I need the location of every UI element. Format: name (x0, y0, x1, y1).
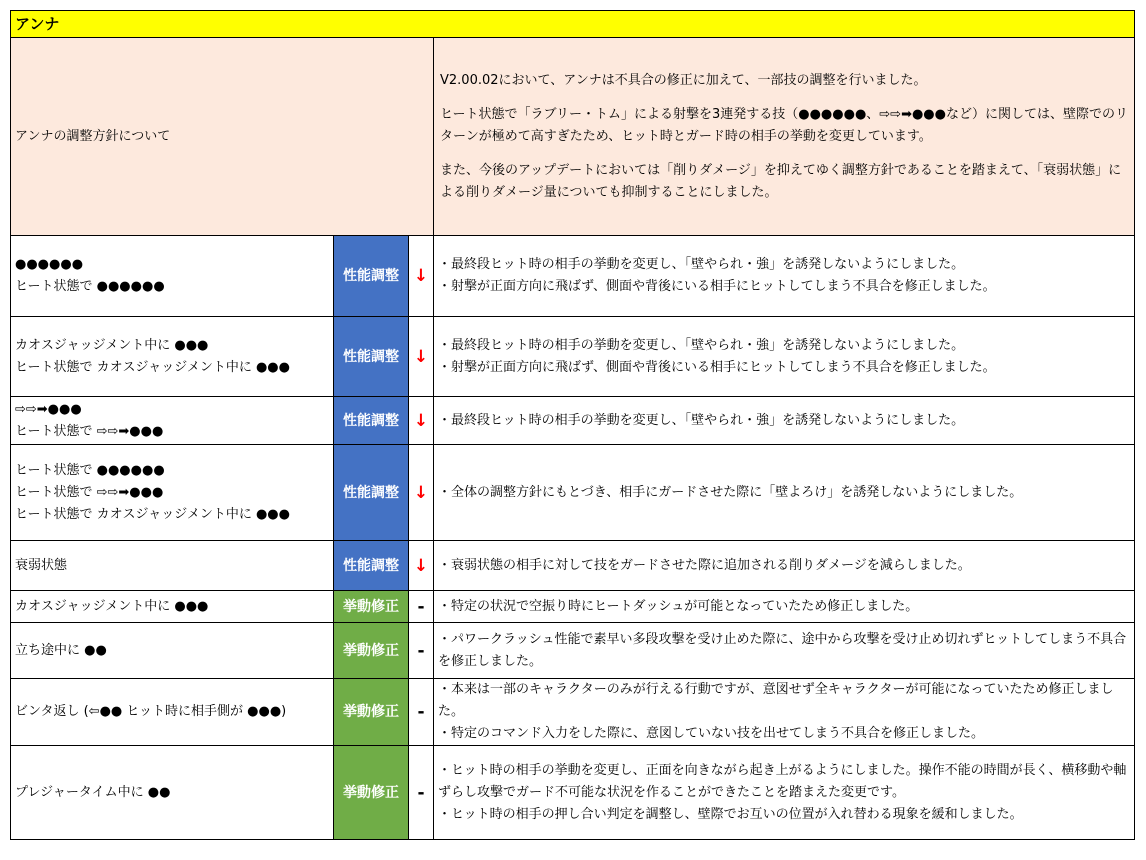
adjustment-row (11, 746, 1135, 840)
change-description (434, 679, 1135, 746)
description-line: ・全体の調整方針にもとづき、相手にガードさせた際に「壁よろけ」を誘発しないようにしました。 (438, 484, 1023, 500)
nerf-arrow-icon: ↓ (409, 541, 434, 591)
move-name: 立ち途中に ●● (15, 642, 107, 658)
move-name: ヒート状態で カオスジャッジメント中に ●●● (15, 506, 290, 522)
description-line: ・最終段ヒット時の相手の挙動を変更し、「壁やられ・強」を誘発しないようにしました。 (438, 257, 965, 272)
move-name: ヒート状態で ●●●●●● (15, 279, 165, 294)
move-name: ●●●●●● (15, 257, 84, 272)
adjustment-row (11, 445, 1135, 541)
change-type-badge: 性能調整 (334, 236, 409, 317)
description-line: ・射撃が正面方向に飛ばず、側面や背後にいる相手にヒットしてしまう不具合を修正しました。 (438, 359, 996, 375)
policy-text (434, 38, 1135, 236)
move-cell (11, 679, 334, 746)
move-name: カオスジャッジメント中に ●●● (15, 598, 209, 614)
change-type-badge: 性能調整 (334, 397, 409, 445)
neutral-dash-icon: - (409, 591, 434, 623)
change-description (434, 623, 1135, 679)
nerf-arrow-icon: ↓ (409, 445, 434, 541)
move-name: プレジャータイム中に ●● (15, 784, 171, 800)
move-name: ⇨⇨➡●●● (15, 401, 82, 417)
move-name: ビンタ返し (⇦●● ヒット時に相手側が ●●●) (15, 704, 287, 719)
change-description (434, 445, 1135, 541)
adjustment-rows (11, 236, 1135, 840)
change-type-badge: 挙動修正 (334, 679, 409, 746)
policy-label: アンナの調整方針について (11, 38, 434, 236)
description-line: ・特定のコマンド入力をした際に、意図していない技を出せてしまう不具合を修正しました。 (438, 726, 985, 741)
change-description (434, 541, 1135, 591)
change-description (434, 397, 1135, 445)
description-line: ・ヒット時の相手の挙動を変更し、正面を向きながら起き上がるようにしました。操作不能の時間が長く、横移動や軸ずらし攻撃でガード不可能な状況を作ることができたことを踏まえた変更です。 (438, 762, 1127, 800)
nerf-arrow-icon: ↓ (409, 236, 434, 317)
adjustment-row (11, 397, 1135, 445)
policy-paragraph: また、今後のアップデートにおいては「削りダメージ」を抑えてゆく調整方針であることを踏まえて、「衰弱状態」による削りダメージ量についても抑制することにしました。 (440, 162, 1122, 200)
policy-paragraph: ヒート状態で「ラブリー・トム」による射撃を3連発する技（●●●●●●、⇨⇨➡●●●など）に関しては、壁際でのリターンが極めて高すぎたため、ヒット時とガード時の相手の挙動を変更しています。 (440, 106, 1128, 144)
neutral-dash-icon: - (409, 623, 434, 679)
change-description (434, 317, 1135, 397)
change-type-badge: 挙動修正 (334, 746, 409, 840)
adjustment-table (10, 10, 1135, 840)
change-type-badge: 性能調整 (334, 317, 409, 397)
change-description (434, 591, 1135, 623)
adjustment-row (11, 541, 1135, 591)
character-header-row (11, 11, 1135, 38)
description-line: ・本来は一部のキャラクターのみが行える行動ですが、意図せず全キャラクターが可能になっていたため修正しました。 (438, 682, 1114, 719)
change-description (434, 236, 1135, 317)
adjustment-row (11, 623, 1135, 679)
change-type-badge: 性能調整 (334, 445, 409, 541)
description-line: ・射撃が正面方向に飛ばず、側面や背後にいる相手にヒットしてしまう不具合を修正しました。 (438, 279, 996, 294)
move-cell (11, 541, 334, 591)
move-name: ヒート状態で カオスジャッジメント中に ●●● (15, 359, 290, 375)
adjustment-row (11, 236, 1135, 317)
move-cell (11, 397, 334, 445)
nerf-arrow-icon: ↓ (409, 397, 434, 445)
move-cell (11, 236, 334, 317)
move-cell (11, 623, 334, 679)
change-description (434, 746, 1135, 840)
description-line: ・衰弱状態の相手に対して技をガードさせた際に追加される削りダメージを減らしました。 (438, 557, 971, 573)
character-name: アンナ (11, 11, 1135, 38)
move-name: カオスジャッジメント中に ●●● (15, 337, 209, 353)
description-line: ・特定の状況で空振り時にヒートダッシュが可能となっていたため修正しました。 (438, 598, 919, 614)
adjustment-row (11, 591, 1135, 623)
neutral-dash-icon: - (409, 679, 434, 746)
move-name: 衰弱状態 (15, 557, 68, 573)
change-type-badge: 挙動修正 (334, 623, 409, 679)
adjustment-row (11, 679, 1135, 746)
move-cell (11, 591, 334, 623)
policy-paragraph: V2.00.02において、アンナは不具合の修正に加えて、一部技の調整を行いました。 (440, 72, 927, 88)
move-cell (11, 746, 334, 840)
description-line: ・ヒット時の相手の押し合い判定を調整し、壁際でお互いの位置が入れ替わる現象を緩和しました。 (438, 806, 1023, 822)
patch-notes-sheet (10, 10, 1134, 840)
change-type-badge: 性能調整 (334, 541, 409, 591)
neutral-dash-icon: - (409, 746, 434, 840)
move-name: ヒート状態で ⇨⇨➡●●● (15, 423, 164, 439)
move-name: ヒート状態で ⇨⇨➡●●● (15, 484, 164, 500)
nerf-arrow-icon: ↓ (409, 317, 434, 397)
move-name: ヒート状態で ●●●●●● (15, 462, 165, 478)
description-line: ・最終段ヒット時の相手の挙動を変更し、「壁やられ・強」を誘発しないようにしました。 (438, 412, 965, 428)
move-cell (11, 317, 334, 397)
description-line: ・最終段ヒット時の相手の挙動を変更し、「壁やられ・強」を誘発しないようにしました。 (438, 337, 965, 353)
description-line: ・パワークラッシュ性能で素早い多段攻撃を受け止めた際に、途中から攻撃を受け止め切れずヒットしてしまう不具合を修正しました。 (438, 631, 1127, 669)
policy-row (11, 38, 1135, 236)
change-type-badge: 挙動修正 (334, 591, 409, 623)
adjustment-row (11, 317, 1135, 397)
move-cell (11, 445, 334, 541)
